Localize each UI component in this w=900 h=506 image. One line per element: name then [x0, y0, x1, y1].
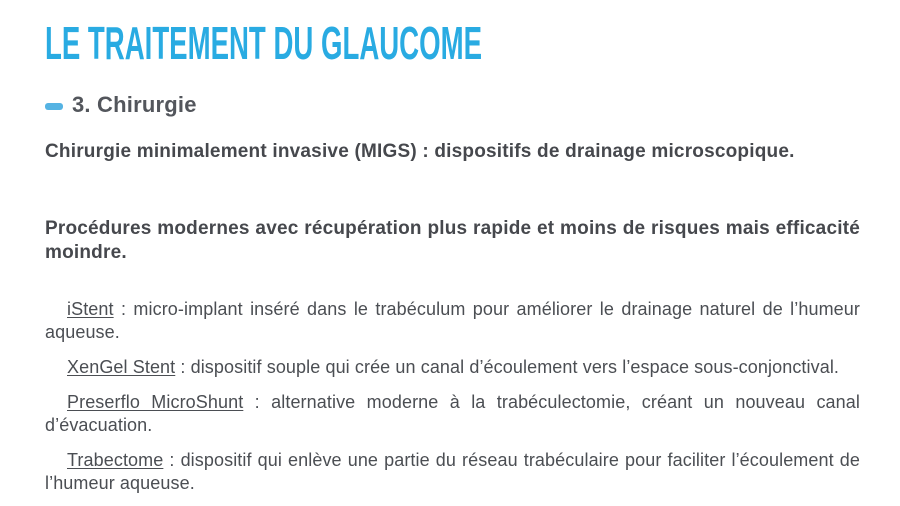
section-heading: [45, 92, 860, 118]
device-term: Preserflo MicroShunt: [67, 392, 244, 412]
slide-title: LE TRAITEMENT DU GLAUCOME: [45, 17, 482, 69]
section-heading-label: 3. Chirurgie: [72, 92, 197, 117]
list-item-trabectome: [45, 449, 860, 495]
device-list: [45, 298, 860, 495]
list-item-istent: [45, 298, 860, 344]
device-description: : dispositif souple qui crée un canal d’écoulement vers l’espace sous-conjonctival.: [175, 357, 840, 377]
device-description: : alternative moderne à la trabéculectomie, créant un nouveau canal d’évacuation.: [45, 392, 860, 435]
device-description: : micro-implant inséré dans le trabéculum pour améliorer le drainage naturel de l’humeur aqueuse.: [45, 299, 860, 342]
device-term: XenGel Stent: [67, 357, 176, 377]
dash-bullet-icon: [45, 103, 63, 110]
intro-paragraph-procedures: Procédures modernes avec récupération plus rapide et moins de risques mais efficacité moindre.: [45, 218, 860, 263]
device-description: : dispositif qui enlève une partie du réseau trabéculaire pour faciliter l’écoulement de l’humeur aqueuse.: [45, 450, 860, 493]
list-item-preserflo-microshunt: [45, 391, 860, 437]
device-term: Trabectome: [67, 450, 164, 470]
device-term: iStent: [67, 299, 114, 319]
list-item-xengel-stent: [45, 356, 860, 379]
intro-paragraph-migs: Chirurgie minimalement invasive (MIGS) : dispositifs de drainage microscopique.: [45, 141, 795, 162]
